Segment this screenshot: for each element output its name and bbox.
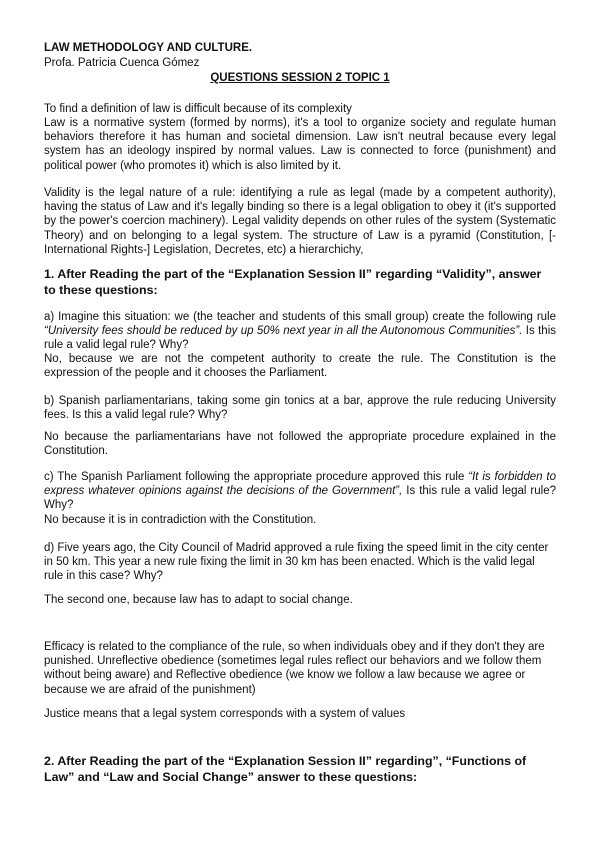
question-1c	[44, 470, 556, 513]
professor-name: Profa. Patricia Cuenca Gómez	[44, 57, 200, 69]
question-1d: d) Five years ago, the City Council of Madrid approved a rule fixing the speed limit in the city center in 50 km. This year a new rule fixing the limit in 30 km has been enacted. Which is the valid legal rule in this case? Why?	[44, 542, 549, 583]
question-1a	[44, 310, 556, 353]
question-1c-rule: “It is forbidden to express whatever opinions against the decisions of the Government”,	[44, 471, 556, 498]
law-definition-paragraph: Law is a normative system (formed by norms), it's a tool to organize society and regulate human behaviors therefore it has human and societal dimension. Law isn't neutral because every legal system has an ideology inspired by normal values. Law is connected to force (punishment) and political power (who promotes it) which is also limited by it.	[44, 117, 556, 172]
question-1a-rule: “University fees should be reduced by up 50% next year in all the Autonomous Communities”.	[44, 325, 523, 338]
answer-1d: The second one, because law has to adapt to social change.	[44, 594, 353, 606]
validity-paragraph: Validity is the legal nature of a rule: identifying a rule as legal (made by a competent authority), having the status of Law and it's legally binding so there is a legal obligation to obey it (it's supported by the power's coercion machinery). Legal validity depends on other rules of the system (Systematic Theory) and on belonging to a legal system. The structure of Law is a pyramid (Constitution, [-International Rights-] Legislation, Decretes, etc) a hierarchichy,	[44, 187, 556, 256]
question-1c-suffix: Is this rule a valid legal rule? Why?	[44, 485, 556, 512]
session-title: QUESTIONS SESSION 2 TOPIC 1	[210, 72, 390, 84]
question-1a-text: a) Imagine this situation: we (the teacher and students of this small group) create the following rule	[44, 311, 556, 323]
question-1-heading: 1. After Reading the part of the “Explanation Session II” regarding “Validity”, answer to these questions:	[44, 267, 542, 297]
question-1c-text: c) The Spanish Parliament following the appropriate procedure approved this rule	[44, 471, 469, 483]
question-2-heading: 2. After Reading the part of the “Explanation Session II” regarding”, “Functions of Law” and “Law and Social Change” answer to these questions:	[44, 754, 527, 784]
intro-line: To find a definition of law is difficult because of its complexity	[44, 103, 352, 115]
question-1a-suffix: Is this rule a valid legal rule? Why?	[44, 325, 556, 352]
question-1b: b) Spanish parliamentarians, taking some gin tonics at a bar, approve the rule reducing University fees. Is this a valid legal rule? Why?	[44, 395, 556, 422]
answer-1c: No because it is in contradiction with the Constitution.	[44, 514, 317, 526]
course-title: LAW METHODOLOGY AND CULTURE.	[44, 42, 253, 54]
efficacy-paragraph: Efficacy is related to the compliance of the rule, so when individuals obey and if they don't they are punished. Unreflective obedience (sometimes legal rules reflect our behaviors and we follow them without being aware) and Reflective obedience (we know we follow a law because we agree or because we are afraid of the punishment)	[44, 641, 545, 696]
answer-1b: No because the parliamentarians have not followed the appropriate procedure explained in the Constitution.	[44, 431, 556, 458]
justice-paragraph: Justice means that a legal system corresponds with a system of values	[44, 708, 406, 720]
answer-1a: No, because we are not the competent authority to create the rule. The Constitution is the expression of the people and it chooses the Parliament.	[44, 353, 556, 380]
